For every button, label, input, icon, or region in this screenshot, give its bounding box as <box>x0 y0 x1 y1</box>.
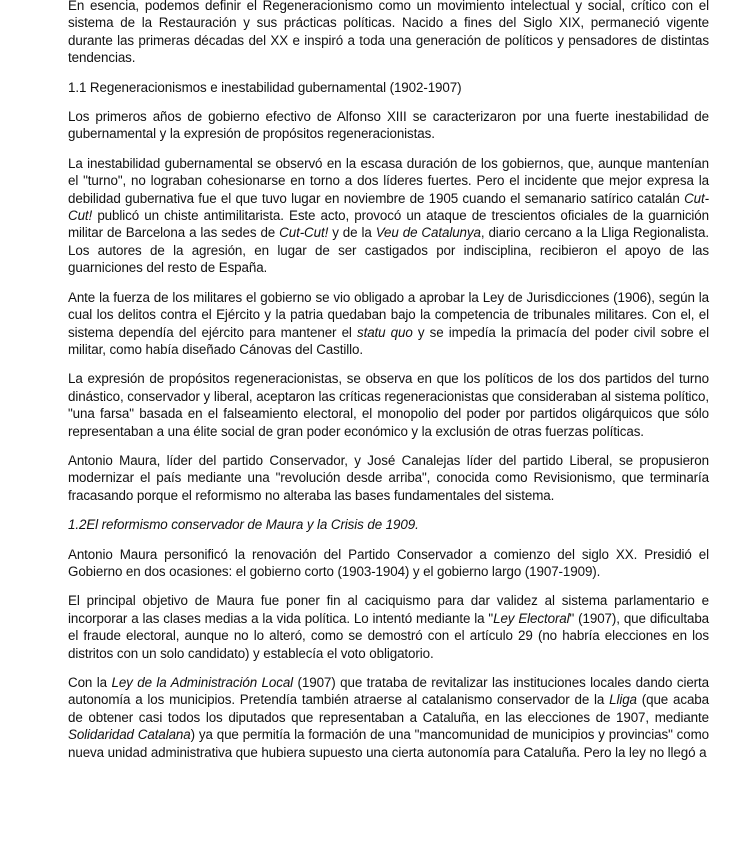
text-run: El principal objetivo de Maura fue poner fin al caciquismo para dar validez al sistema parlamentario e incorporar a las clases medias a la vida política. Lo intentó mediante la " <box>68 593 709 626</box>
text-run: Antonio Maura personificó la renovación del Partido Conservador a comienzo del siglo XX. Presidió el Gobierno en dos ocasiones: el gobierno corto (1903-1904) y el gobierno largo (1907-1909). <box>68 546 709 579</box>
text-run: La expresión de propósitos regeneracionistas, se observa en que los políticos de los dos partidos del turno dinástico, conservador y liberal, aceptaron las críticas regeneracionistas que consideraban al sistema político, "una farsa" basada en el falseamiento electoral, el monopolio del poder por partidos oligárquicos que sólo representaban a una élite social de gran poder económico y la exclusión de otras fuerzas políticas. <box>68 371 709 439</box>
italic-text: Ley de la Administración Local <box>111 675 294 690</box>
italic-text: Ley Electoral <box>493 610 570 626</box>
text-run: publicó un chiste antimilitarista. Este acto, provocó un ataque de trescientos oficiales de la guarnición militar de Barcelona a las sedes de <box>68 208 709 241</box>
text-run: Los primeros años de gobierno efectivo de Alfonso XIII se caracterizaron por una fuerte inestabilidad de gubernamental y la expresión de propósitos regeneracionistas. <box>68 109 709 142</box>
text-run: (1907) que trataba de revitalizar las instituciones locales dando cierta autonomía a los municipios. Pretendía también atraerse al catalanismo conservador de la <box>68 675 709 708</box>
paragraph-maura-gobiernos <box>68 546 709 581</box>
italic-text: Veu de Catalunya <box>375 225 481 241</box>
text-run: Antonio Maura, líder del partido Conservador, y José Canalejas líder del partido Liberal, se propusieron modernizar el país mediante una "revolución desde arriba", conocida como Revisionismo, que terminaría fracasando porque el reformismo no alteraba las bases fundamentales del sistema. <box>68 452 709 503</box>
paragraph-ley-jurisdicciones <box>68 289 709 359</box>
paragraph-regeneracionismo-definition <box>68 0 709 67</box>
text-run: ) ya que permitía la formación de una "mancomunidad de municipios y provincias" como nueva unidad administrativa que hubiera supuesto una cierta autonomía para Cataluña. Pero la ley no llegó a <box>68 727 709 760</box>
section-heading-1-1: 1.1 Regeneracionismos e inestabilidad gubernamental (1902-1907) <box>68 79 462 95</box>
paragraph-propositos-regeneracionistas <box>68 370 709 440</box>
text-run: y se impedía la primacía del poder civil sobre el militar, como había diseñado Cánovas del Castillo. <box>68 324 709 357</box>
text-run: (que acaba de obtener casi todos los diputados que representaban a Cataluña, en las elecciones de 1907, mediante <box>68 692 709 725</box>
text-run: , diario cercano a la Lliga Regionalista. Los autores de la agresión, en lugar de ser castigados por indisciplina, recibieron el apoyo de las guarniciones del resto de España. <box>68 225 709 276</box>
italic-text: Lliga <box>609 692 637 708</box>
text-run: Ante la fuerza de los militares el gobierno se vio obligado a aprobar la Ley de Jurisdicciones (1906), según la cual los delitos contra el Ejército y la patria quedaban bajo la competencia de tribunales militares. Con el, el sistema dependía del ejército para mantener el <box>68 289 709 340</box>
text-run: " (1907), que dificultaba el fraude electoral, aunque no lo alteró, como se demostró con el artículo 29 (no habría elecciones en los distritos con un solo candidato) y establecía el voto obligatorio. <box>68 610 710 661</box>
section-heading-1-2: 1.2El reformismo conservador de Maura y la Crisis de 1909. <box>68 517 419 533</box>
italic-text: Cut-Cut! <box>279 225 329 241</box>
text-run: La inestabilidad gubernamental se observó en la escasa duración de los gobiernos, que, aunque mantenían el "turno", no lograban cohesionarse en torno a dos líderes fuertes. Pero el incidente que mejor expresa la debilidad gubernativa fue el que tuvo lugar en noviembre de 1905 cuando el semanario satírico catalán <box>68 155 709 206</box>
italic-text: Cut-Cut! <box>68 190 709 224</box>
paragraph-alfonso-xiii <box>68 108 709 143</box>
italic-text: statu quo <box>356 324 413 340</box>
paragraph-inestabilidad <box>68 155 709 277</box>
text-run: Con la <box>68 675 112 690</box>
paragraph-administracion-local <box>68 674 709 761</box>
text-run: y de la <box>328 225 376 241</box>
paragraph-caciquismo <box>68 592 709 662</box>
italic-text: Solidaridad Catalana <box>68 727 191 743</box>
text-run: En esencia, podemos definir el Regeneracionismo como un movimiento intelectual y social, crítico con el sistema de la Restauración y sus prácticas políticas. Nacido a fines del Siglo XIX, permaneció vigente durante las primeras décadas del XX e inspiró a toda una generación de políticos y pensadores de distintas tendencias. <box>68 0 709 66</box>
paragraph-maura-canalejas <box>68 452 709 504</box>
